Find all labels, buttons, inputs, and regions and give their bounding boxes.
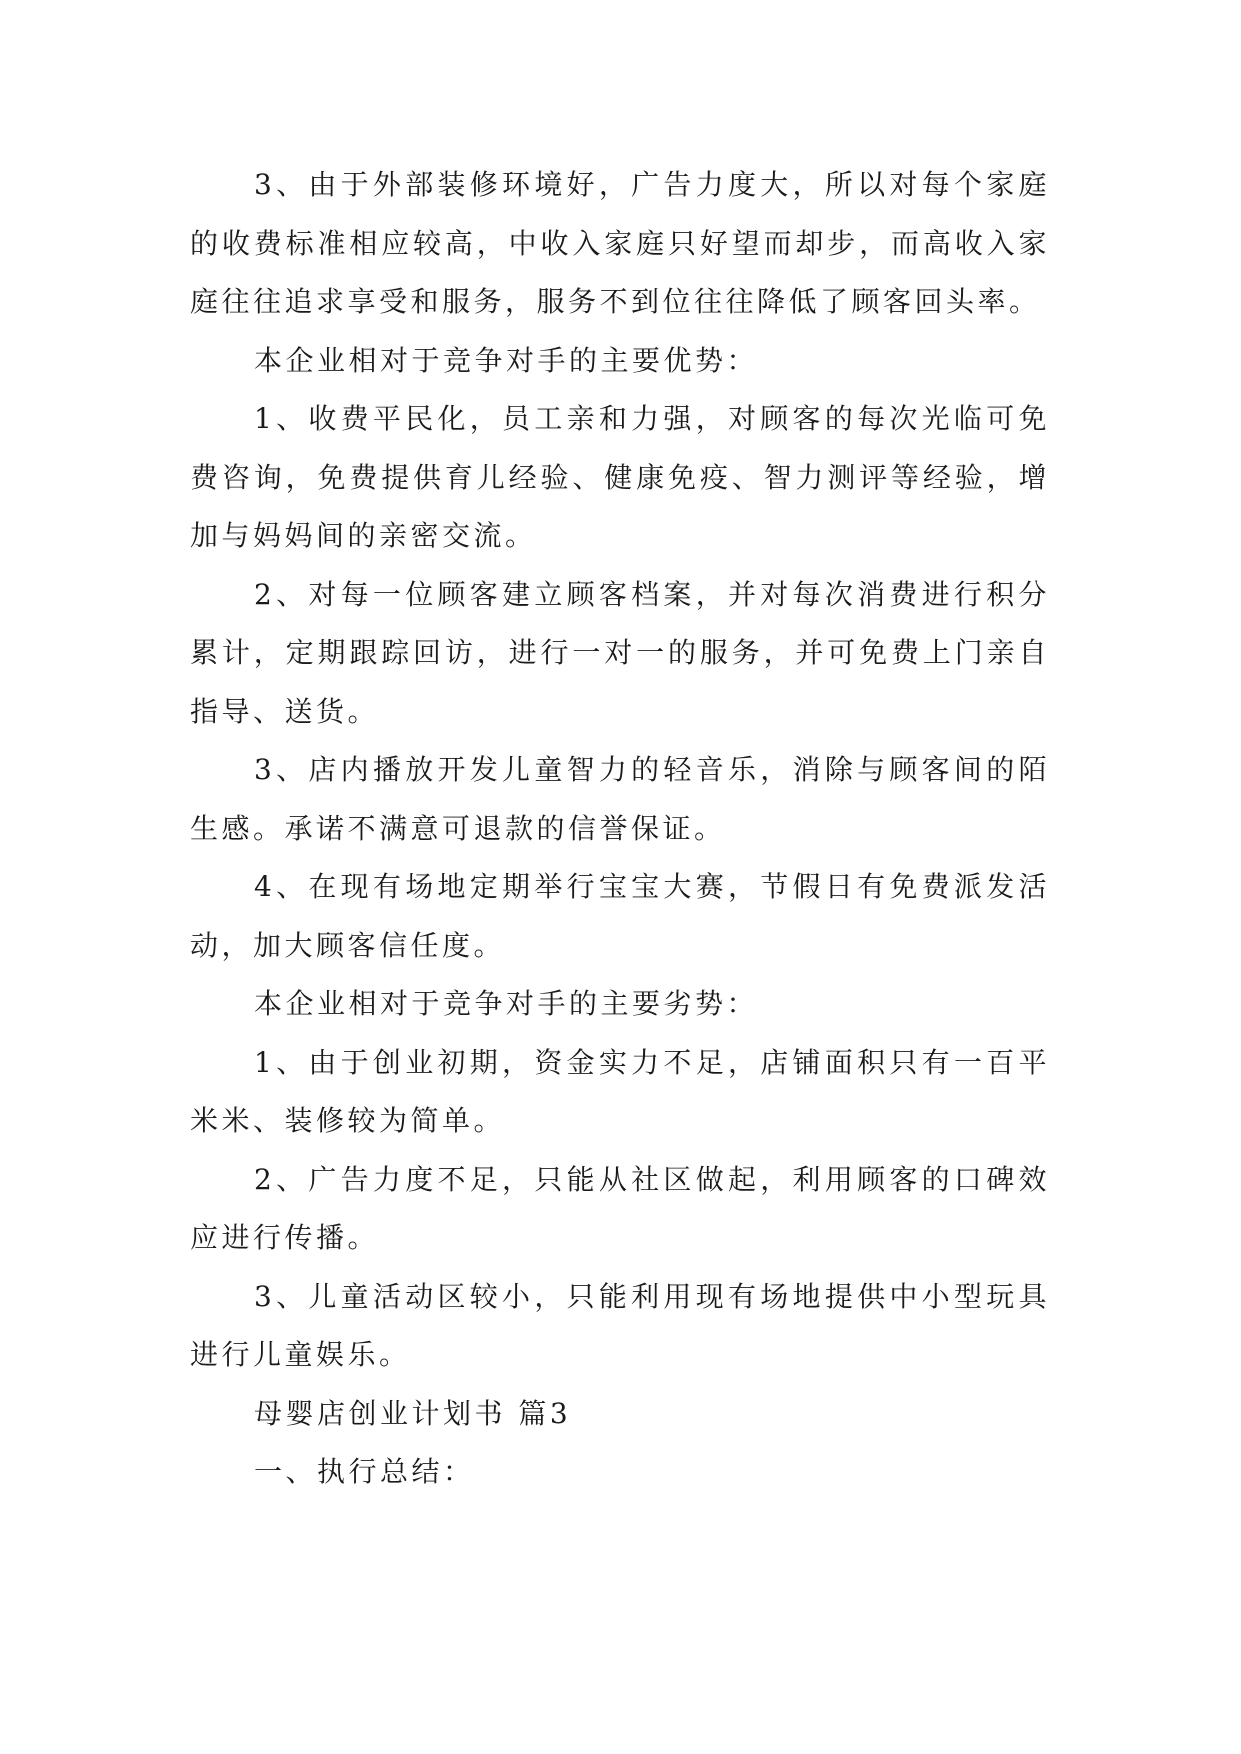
- document-body: [190, 156, 1050, 1502]
- paragraph-advantage-3: 3、店内播放开发儿童智力的轻音乐，消除与顾客间的陌生感。承诺不满意可退款的信誉保证。: [190, 753, 1050, 845]
- paragraph-disadvantage-2: 2、广告力度不足，只能从社区做起，利用顾客的口碑效应进行传播。: [190, 1162, 1050, 1254]
- paragraph-advantage-1: 1、收费平民化，员工亲和力强，对顾客的每次光临可免费咨询，免费提供育儿经验、健康免疫、智力测评等经验，增加与妈妈间的亲密交流。: [190, 402, 1050, 552]
- paragraph-advantage-2: 2、对每一位顾客建立顾客档案，并对每次消费进行积分累计，定期跟踪回访，进行一对一的服务，并可免费上门亲自指导、送货。: [190, 577, 1050, 728]
- section-title: 母婴店创业计划书 篇3: [254, 1396, 572, 1430]
- paragraph-disadvantage-3: 3、儿童活动区较小，只能利用现有场地提供中小型玩具进行儿童娱乐。: [190, 1279, 1050, 1371]
- heading-advantages: 本企业相对于竞争对手的主要优势：: [254, 343, 759, 377]
- paragraph-weakness-3-competitor: 3、由于外部装修环境好，广告力度大，所以对每个家庭的收费标准相应较高，中收入家庭只好望而却步，而高收入家庭往往追求享受和服务，服务不到位往往降低了顾客回头率。: [190, 168, 1050, 318]
- heading-disadvantages: 本企业相对于竞争对手的主要劣势：: [254, 987, 759, 1020]
- section-heading-executive-summary: 一、执行总结：: [254, 1455, 475, 1488]
- paragraph-disadvantage-1: 1、由于创业初期，资金实力不足，店铺面积只有一百平米米、装修较为简单。: [190, 1045, 1050, 1137]
- paragraph-advantage-4: 4、在现有场地定期举行宝宝大赛，节假日有免费派发活动，加大顾客信任度。: [190, 870, 1050, 962]
